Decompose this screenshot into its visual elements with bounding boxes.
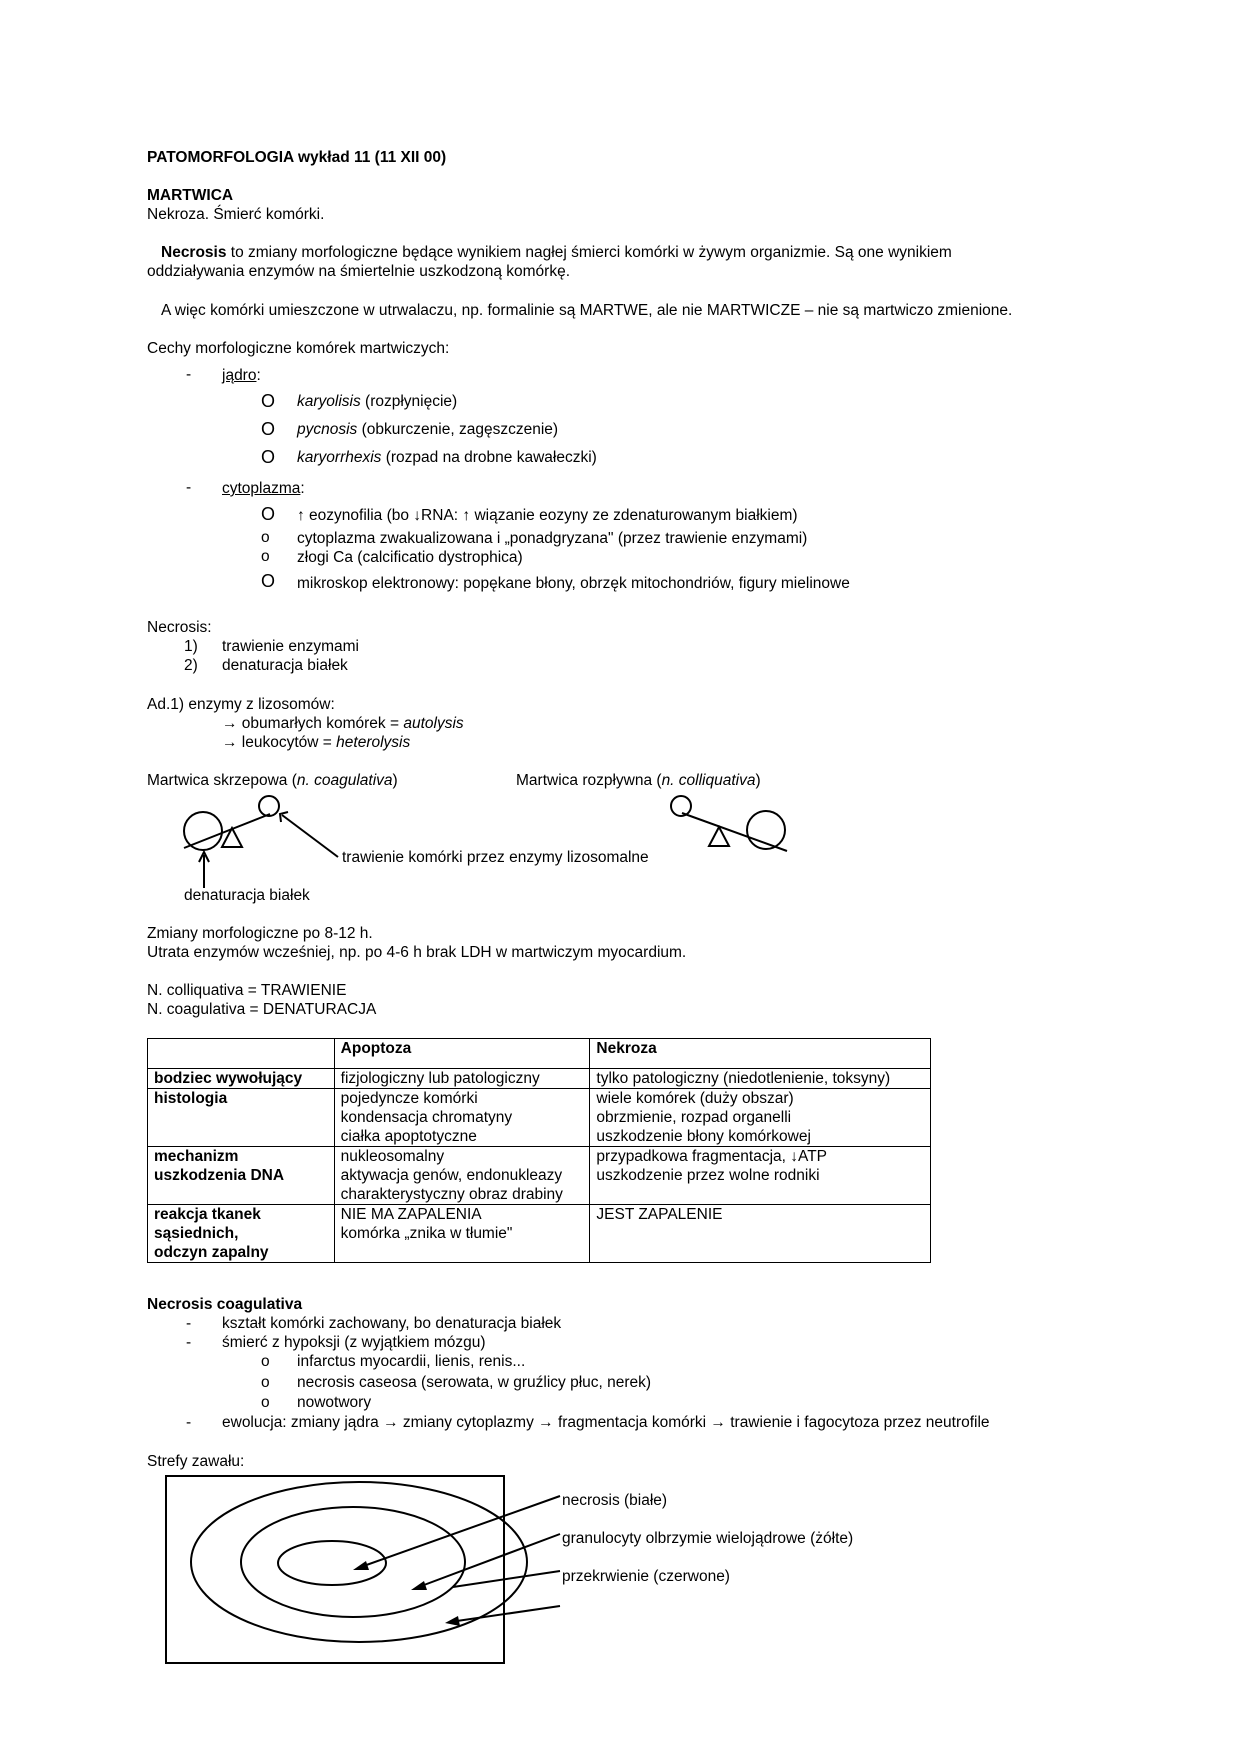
fulcrum-triangle: [709, 827, 729, 846]
zone-label-granulocytes: granulocyty olbrzymie wielojądrowe (żółte): [562, 1530, 854, 1547]
small-cell-circle: [259, 796, 279, 816]
cyto-label-line: cytoplazma:: [222, 480, 305, 497]
section-heading: MARTWICA: [147, 187, 234, 204]
necrosis-arrowhead: [353, 1561, 369, 1570]
colliquativa-label: Martwica rozpływna (n. colliquativa): [516, 772, 761, 789]
table-row-label: mechanizm uszkodzenia DNA: [148, 1147, 335, 1205]
circle-bullet: O: [261, 571, 276, 591]
list-number: 1): [184, 638, 198, 655]
table-row: [148, 1089, 931, 1147]
intro-text: to zmiany morfologiczne będące wynikiem nagłej śmierci komórki w żywym organizmie. Są one wynikiem: [226, 244, 952, 261]
dash-bullet: -: [186, 366, 192, 383]
table-header-cell: Nekroza: [590, 1039, 931, 1069]
dash-bullet: -: [186, 1414, 192, 1431]
ad-item: → obumarłych komórek = autolysis: [222, 715, 464, 732]
intro-paragraph-cont: oddziaływania enzymów na śmiertelnie uszkodzoną komórkę.: [147, 263, 571, 280]
zones-heading: Strefy zawału:: [147, 1453, 245, 1470]
outer-zone-ellipse: [191, 1482, 527, 1642]
coag-item: ewolucja: zmiany jądra → zmiany cytoplazmy → fragmentacja komórki → trawienie i fagocytoza przez neutrofile: [222, 1414, 990, 1431]
necrosis-item: denaturacja białek: [222, 657, 348, 674]
zone-label-hyperemia: przekrwienie (czerwone): [562, 1568, 730, 1585]
table-header-row: [148, 1039, 931, 1069]
dash-bullet: -: [186, 479, 192, 496]
table-cell-nekroza: tylko patologiczny (niedotlenienie, toksyny): [590, 1069, 931, 1089]
nucleus-label: jądro: [222, 367, 257, 384]
middle-zone-ellipse: [241, 1507, 465, 1617]
table-cell-apoptoza: fizjologiczny lub patologiczny: [334, 1069, 590, 1089]
granulocyte-arrowhead: [411, 1581, 427, 1590]
hyperemia-arrow: [453, 1571, 560, 1587]
balance-beam: [184, 814, 270, 848]
cyto-item: cytoplazma zwakualizowana i „ponadgryzana" (przez trawienie enzymami): [297, 530, 808, 547]
small-o-bullet: o: [261, 529, 270, 546]
cyto-item: ↑ eozynofilia (bo ↓RNA: ↑ wiązanie eozyny ze zdenaturowanym białkiem): [297, 507, 798, 524]
ad-item: → leukocytów = heterolysis: [222, 734, 411, 751]
table-header-cell: Apoptoza: [334, 1039, 590, 1069]
necrosis-heading: Necrosis:: [147, 619, 212, 636]
small-cell-circle: [671, 796, 691, 816]
coagulativa-label: Martwica skrzepowa (n. coagulativa): [147, 772, 398, 789]
cyto-label: cytoplazma: [222, 480, 301, 497]
small-o-bullet: o: [261, 1394, 270, 1411]
formalin-note: A więc komórki umieszczone w utrwalaczu, np. formalinie są MARTWE, ale nie MARTWICZE – nie są martwiczo zmienione.: [161, 302, 1013, 319]
zones-frame: [166, 1476, 504, 1663]
comparison-table: [147, 1038, 931, 1263]
zone-label-necrosis: necrosis (białe): [562, 1492, 668, 1509]
table-cell-nekroza: JEST ZAPALENIE: [590, 1205, 931, 1263]
outer-arrowhead: [445, 1616, 460, 1626]
large-cell-circle: [184, 812, 222, 850]
nucleus-item: karyorrhexis (rozpad na drobne kawałeczki): [297, 449, 597, 466]
circle-bullet: O: [261, 391, 276, 411]
table-cell-apoptoza: pojedyncze komórki kondensacja chromatyny ciałka apoptotyczne: [334, 1089, 590, 1147]
table-row: [148, 1147, 931, 1205]
changes-line: N. colliquativa = TRAWIENIE: [147, 982, 347, 999]
table-row-label: histologia: [148, 1089, 335, 1147]
circle-bullet: O: [261, 419, 276, 439]
necrosis-item: trawienie enzymami: [222, 638, 359, 655]
large-cell-circle: [747, 811, 785, 849]
features-heading: Cechy morfologiczne komórek martwiczych:: [147, 340, 450, 357]
denaturation-arrowhead: [199, 852, 209, 862]
cyto-item: złogi Ca (calcificatio dystrophica): [297, 549, 523, 566]
changes-line: Utrata enzymów wcześniej, np. po 4-6 h brak LDH w martwiczym myocardium.: [147, 944, 687, 961]
small-o-bullet: o: [261, 1353, 270, 1370]
table-cell-apoptoza: NIE MA ZAPALENIA komórka „znika w tłumie": [334, 1205, 590, 1263]
outer-arrow: [450, 1606, 560, 1622]
fulcrum-triangle: [222, 828, 242, 847]
table-header-cell: [148, 1039, 335, 1069]
section-subtitle: Nekroza. Śmierć komórki.: [147, 206, 325, 223]
denaturation-label: denaturacja białek: [184, 887, 310, 904]
changes-line: Zmiany morfologiczne po 8-12 h.: [147, 925, 373, 942]
table-cell-nekroza: przypadkowa fragmentacja, ↓ATP uszkodzenie przez wolne rodniki: [590, 1147, 931, 1205]
ad-heading: Ad.1) enzymy z lizosomów:: [147, 696, 335, 713]
table-row-label: bodziec wywołujący: [148, 1069, 335, 1089]
coag-subitem: nowotwory: [297, 1394, 372, 1411]
nucleus-item: karyolisis (rozpłynięcie): [297, 393, 458, 410]
enzyme-arrow: [282, 815, 338, 857]
intro-paragraph: [161, 244, 952, 262]
coag-item: kształt komórki zachowany, bo denaturacja białek: [222, 1315, 562, 1332]
table-cell-apoptoza: nukleosomalny aktywacja genów, endonukleazy charakterystyczny obraz drabiny: [334, 1147, 590, 1205]
enzyme-digestion-label: trawienie komórki przez enzymy lizosomalne: [342, 849, 649, 866]
granulocyte-arrow: [416, 1534, 560, 1588]
small-o-bullet: o: [261, 1374, 270, 1391]
intro-term: Necrosis: [161, 244, 227, 261]
coag-subitem: infarctus myocardii, lienis, renis...: [297, 1353, 526, 1370]
page-title: PATOMORFOLOGIA wykład 11 (11 XII 00): [147, 149, 447, 166]
table-row: [148, 1205, 931, 1263]
table-row-label: reakcja tkanek sąsiednich, odczyn zapalny: [148, 1205, 335, 1263]
coag-subitem: necrosis caseosa (serowata, w gruźlicy płuc, nerek): [297, 1374, 652, 1391]
balance-beam: [682, 813, 787, 851]
cyto-item: mikroskop elektronowy: popękane błony, obrzęk mitochondriów, figury mielinowe: [297, 575, 850, 592]
coag-item: śmierć z hypoksji (z wyjątkiem mózgu): [222, 1334, 486, 1351]
table-row: [148, 1069, 931, 1089]
circle-bullet: O: [261, 447, 276, 467]
enzyme-arrowhead: [280, 812, 288, 822]
changes-line: N. coagulativa = DENATURACJA: [147, 1001, 377, 1018]
inner-zone-ellipse: [278, 1541, 386, 1585]
nucleus-label-line: jądro:: [222, 367, 261, 384]
coag-heading: Necrosis coagulativa: [147, 1296, 303, 1313]
list-number: 2): [184, 657, 198, 674]
table-cell-nekroza: wiele komórek (duży obszar) obrzmienie, rozpad organelli uszkodzenie błony komórkowej: [590, 1089, 931, 1147]
small-o-bullet: o: [261, 548, 270, 565]
dash-bullet: -: [186, 1334, 192, 1351]
necrosis-arrow: [358, 1496, 560, 1568]
dash-bullet: -: [186, 1315, 192, 1332]
circle-bullet: O: [261, 504, 276, 524]
nucleus-item: pycnosis (obkurczenie, zagęszczenie): [297, 421, 559, 438]
